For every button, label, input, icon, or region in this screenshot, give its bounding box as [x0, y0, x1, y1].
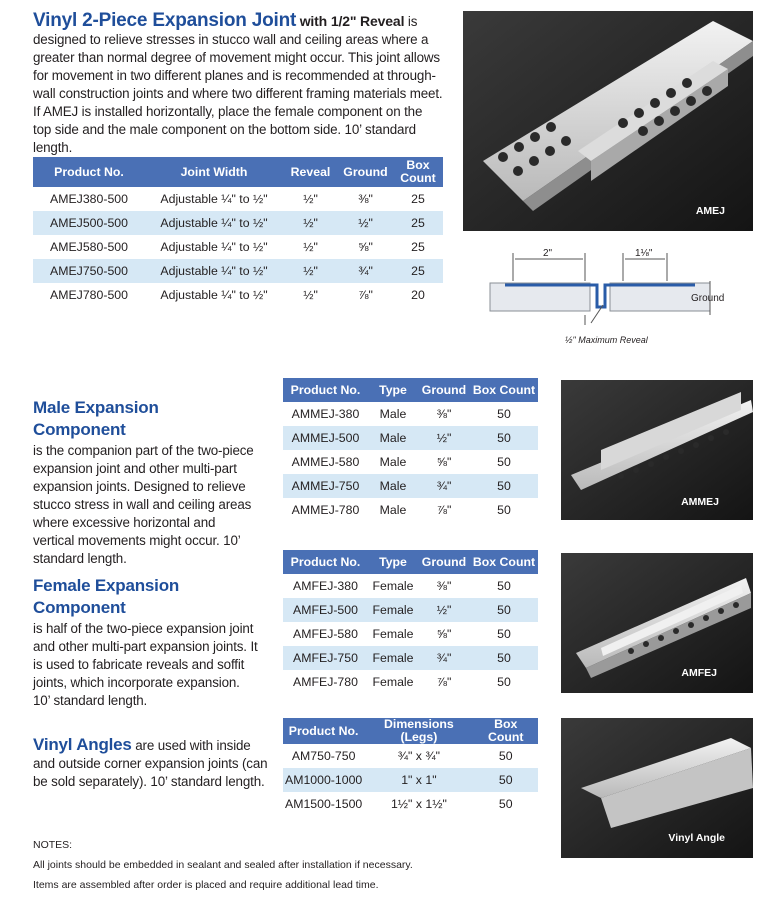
table-cell: 50	[470, 574, 538, 598]
table-cell: AMFEJ-380	[283, 574, 368, 598]
table-cell: 50	[470, 622, 538, 646]
amej-header-box-count: Box Count	[393, 157, 443, 187]
table-row	[283, 598, 538, 622]
table-cell: 50	[470, 646, 538, 670]
table-cell: ¾" x ¾"	[364, 744, 473, 768]
amej-photo-image	[463, 11, 753, 231]
table-cell: 50	[470, 474, 538, 498]
male-title-line2: Component	[33, 420, 126, 439]
angles-header-box-count: Box Count	[474, 718, 538, 744]
angles-description: and outside corner expansion joints (can be sold separately). 10’ standard length.	[33, 756, 268, 789]
table-cell: ⅝"	[418, 622, 470, 646]
table-cell: AMFEJ-780	[283, 670, 368, 694]
table-cell: 50	[474, 744, 538, 768]
table-row	[283, 622, 538, 646]
angle-photo	[561, 718, 753, 858]
table-cell: ¾"	[418, 474, 470, 498]
table-cell: Adjustable ¼" to ½"	[145, 235, 283, 259]
table-cell: 50	[470, 450, 538, 474]
female-table-body	[283, 574, 538, 694]
amej-title-sub: with 1/2" Reveal	[299, 13, 405, 29]
male-header-box-count: Box Count	[470, 378, 538, 402]
table-cell: ⅞"	[418, 670, 470, 694]
table-cell: Female	[368, 622, 418, 646]
male-header-type: Type	[368, 378, 418, 402]
table-cell: Male	[368, 498, 418, 522]
amej-header-ground: Ground	[338, 157, 393, 187]
table-cell: 20	[393, 283, 443, 307]
table-row	[283, 426, 538, 450]
table-cell: ⅝"	[418, 450, 470, 474]
amej-spec-table	[33, 157, 443, 307]
table-cell: ⅞"	[418, 498, 470, 522]
table-cell: ⅝"	[338, 235, 393, 259]
table-row	[33, 259, 443, 283]
amej-header-product: Product No.	[33, 157, 145, 187]
male-photo	[561, 380, 753, 520]
table-cell: AMFEJ-580	[283, 622, 368, 646]
table-cell: AMMEJ-750	[283, 474, 368, 498]
table-cell: ½"	[283, 211, 338, 235]
amej-title: Vinyl 2-Piece Expansion Joint	[33, 10, 297, 31]
table-cell: 50	[470, 498, 538, 522]
table-cell: AMEJ580-500	[33, 235, 145, 259]
female-description: is half of the two-piece expansion joint and other multi-part expansion joints. It is used to fabricate reveals and soffit joints, which incorporate expansion. 10’ standard length.	[33, 621, 258, 708]
angles-spec-table	[283, 718, 538, 816]
amej-description: designed to relieve stresses in stucco wall and ceiling areas where a greater than normal degree of movement might occur. This joint allows for movement in two different planes and is recommended at through-wall construction joints and where two different framing materials meet. If AMEJ is installed horizontally, place the female component on the top side and the male component on the bottom side. 10’ standard length.	[33, 32, 443, 155]
angles-table-body	[283, 744, 538, 816]
notes-heading: NOTES:	[33, 839, 73, 851]
table-cell: 25	[393, 235, 443, 259]
female-spec-table	[283, 550, 538, 694]
male-photo-caption: AMMEJ	[681, 496, 719, 508]
table-cell: ⅜"	[418, 574, 470, 598]
table-row	[283, 450, 538, 474]
table-cell: AM750-750	[283, 744, 364, 768]
diagram-ground-label: Ground	[691, 293, 725, 304]
table-cell: Adjustable ¼" to ½"	[145, 211, 283, 235]
female-photo	[561, 553, 753, 693]
table-cell: ⅞"	[338, 283, 393, 307]
table-row	[283, 792, 538, 816]
female-title-line1: Female Expansion	[33, 576, 180, 595]
table-cell: 50	[470, 670, 538, 694]
table-row	[283, 670, 538, 694]
table-cell: Adjustable ¼" to ½"	[145, 283, 283, 307]
angles-section	[33, 736, 273, 791]
table-cell: AMFEJ-750	[283, 646, 368, 670]
table-cell: Female	[368, 670, 418, 694]
notes-line-2: Items are assembled after order is placed and require additional lead time.	[33, 879, 379, 891]
angles-title-tail: are used with inside	[131, 738, 251, 753]
amej-table-body	[33, 187, 443, 307]
amej-photo-caption: AMEJ	[695, 205, 725, 217]
table-cell: 50	[474, 792, 538, 816]
table-cell: Adjustable ¼" to ½"	[145, 259, 283, 283]
table-cell: 50	[470, 426, 538, 450]
table-row	[33, 211, 443, 235]
table-row	[283, 574, 538, 598]
table-row	[33, 283, 443, 307]
table-cell: ½"	[283, 235, 338, 259]
table-cell: ¾"	[338, 259, 393, 283]
table-row	[283, 768, 538, 792]
angles-title: Vinyl Angles	[33, 735, 132, 754]
table-row	[283, 744, 538, 768]
amej-section	[33, 12, 443, 157]
table-cell: AMEJ750-500	[33, 259, 145, 283]
table-cell: 50	[474, 768, 538, 792]
amej-header-joint-width: Joint Width	[145, 157, 283, 187]
table-cell: 50	[470, 402, 538, 426]
angles-intro	[33, 736, 273, 791]
table-row	[283, 474, 538, 498]
table-cell: ½"	[283, 187, 338, 211]
table-row	[283, 498, 538, 522]
table-cell: Male	[368, 474, 418, 498]
amej-intro	[33, 12, 443, 157]
table-cell: 50	[470, 598, 538, 622]
female-table-header	[283, 550, 538, 574]
table-cell: AMMEJ-780	[283, 498, 368, 522]
table-cell: ¾"	[418, 646, 470, 670]
table-cell: ½"	[338, 211, 393, 235]
table-cell: ½"	[283, 283, 338, 307]
female-title-line2: Component	[33, 598, 126, 617]
female-photo-caption: AMFEJ	[681, 667, 717, 679]
female-section	[33, 575, 263, 710]
female-header-type: Type	[368, 550, 418, 574]
notes-line-1: All joints should be embedded in sealant and sealed after installation if necessary.	[33, 859, 413, 871]
table-cell: AM1000-1000	[283, 768, 364, 792]
amej-title-tail: is	[404, 14, 418, 29]
angles-header-product: Product No.	[283, 718, 364, 744]
table-cell: Adjustable ¼" to ½"	[145, 187, 283, 211]
table-cell: Female	[368, 598, 418, 622]
diagram-dim-left: 2"	[543, 248, 553, 259]
amej-table-header	[33, 157, 443, 187]
table-cell: ½"	[283, 259, 338, 283]
male-description: is the companion part of the two-piece expansion joint and other multi-part expansion joints. Designed to relieve stucco stress in wall and ceiling areas where excessive horizontal and vertical movements might occur. 10’ standard length.	[33, 443, 254, 566]
male-photo-image	[561, 380, 753, 520]
angles-header-dimensions: Dimensions (Legs)	[364, 718, 473, 744]
table-row	[33, 235, 443, 259]
table-cell: AMEJ780-500	[33, 283, 145, 307]
table-cell: 1½" x 1½"	[364, 792, 473, 816]
table-cell: ½"	[418, 598, 470, 622]
diagram-reveal-label: ½" Maximum Reveal	[565, 335, 648, 345]
table-row	[283, 646, 538, 670]
amej-header-reveal: Reveal	[283, 157, 338, 187]
diagram-dim-right: 1⅛"	[635, 248, 653, 259]
male-spec-table	[283, 378, 538, 522]
female-header-box-count: Box Count	[470, 550, 538, 574]
notes	[33, 835, 553, 895]
table-cell: Female	[368, 574, 418, 598]
table-row	[283, 402, 538, 426]
female-header-ground: Ground	[418, 550, 470, 574]
female-photo-image	[561, 553, 753, 693]
amej-photo	[463, 11, 753, 231]
male-header-ground: Ground	[418, 378, 470, 402]
table-cell: Male	[368, 426, 418, 450]
table-cell: Male	[368, 402, 418, 426]
table-cell: AMMEJ-500	[283, 426, 368, 450]
amej-diagram	[485, 245, 735, 355]
table-cell: AMMEJ-580	[283, 450, 368, 474]
table-cell: AMFEJ-500	[283, 598, 368, 622]
table-cell: AMEJ500-500	[33, 211, 145, 235]
female-header-product: Product No.	[283, 550, 368, 574]
male-table-header	[283, 378, 538, 402]
table-cell: ½"	[418, 426, 470, 450]
table-cell: ⅜"	[418, 402, 470, 426]
table-cell: Male	[368, 450, 418, 474]
table-row	[33, 187, 443, 211]
table-cell: AMEJ380-500	[33, 187, 145, 211]
table-cell: 25	[393, 211, 443, 235]
male-title-line1: Male Expansion	[33, 398, 159, 417]
table-cell: ⅜"	[338, 187, 393, 211]
table-cell: 25	[393, 187, 443, 211]
male-header-product: Product No.	[283, 378, 368, 402]
table-cell: AM1500-1500	[283, 792, 364, 816]
table-cell: 1" x 1"	[364, 768, 473, 792]
angles-table-header	[283, 718, 538, 744]
male-section	[33, 397, 263, 568]
male-table-body	[283, 402, 538, 522]
table-cell: AMMEJ-380	[283, 402, 368, 426]
angle-photo-caption: Vinyl Angle	[668, 832, 725, 844]
table-cell: 25	[393, 259, 443, 283]
table-cell: Female	[368, 646, 418, 670]
